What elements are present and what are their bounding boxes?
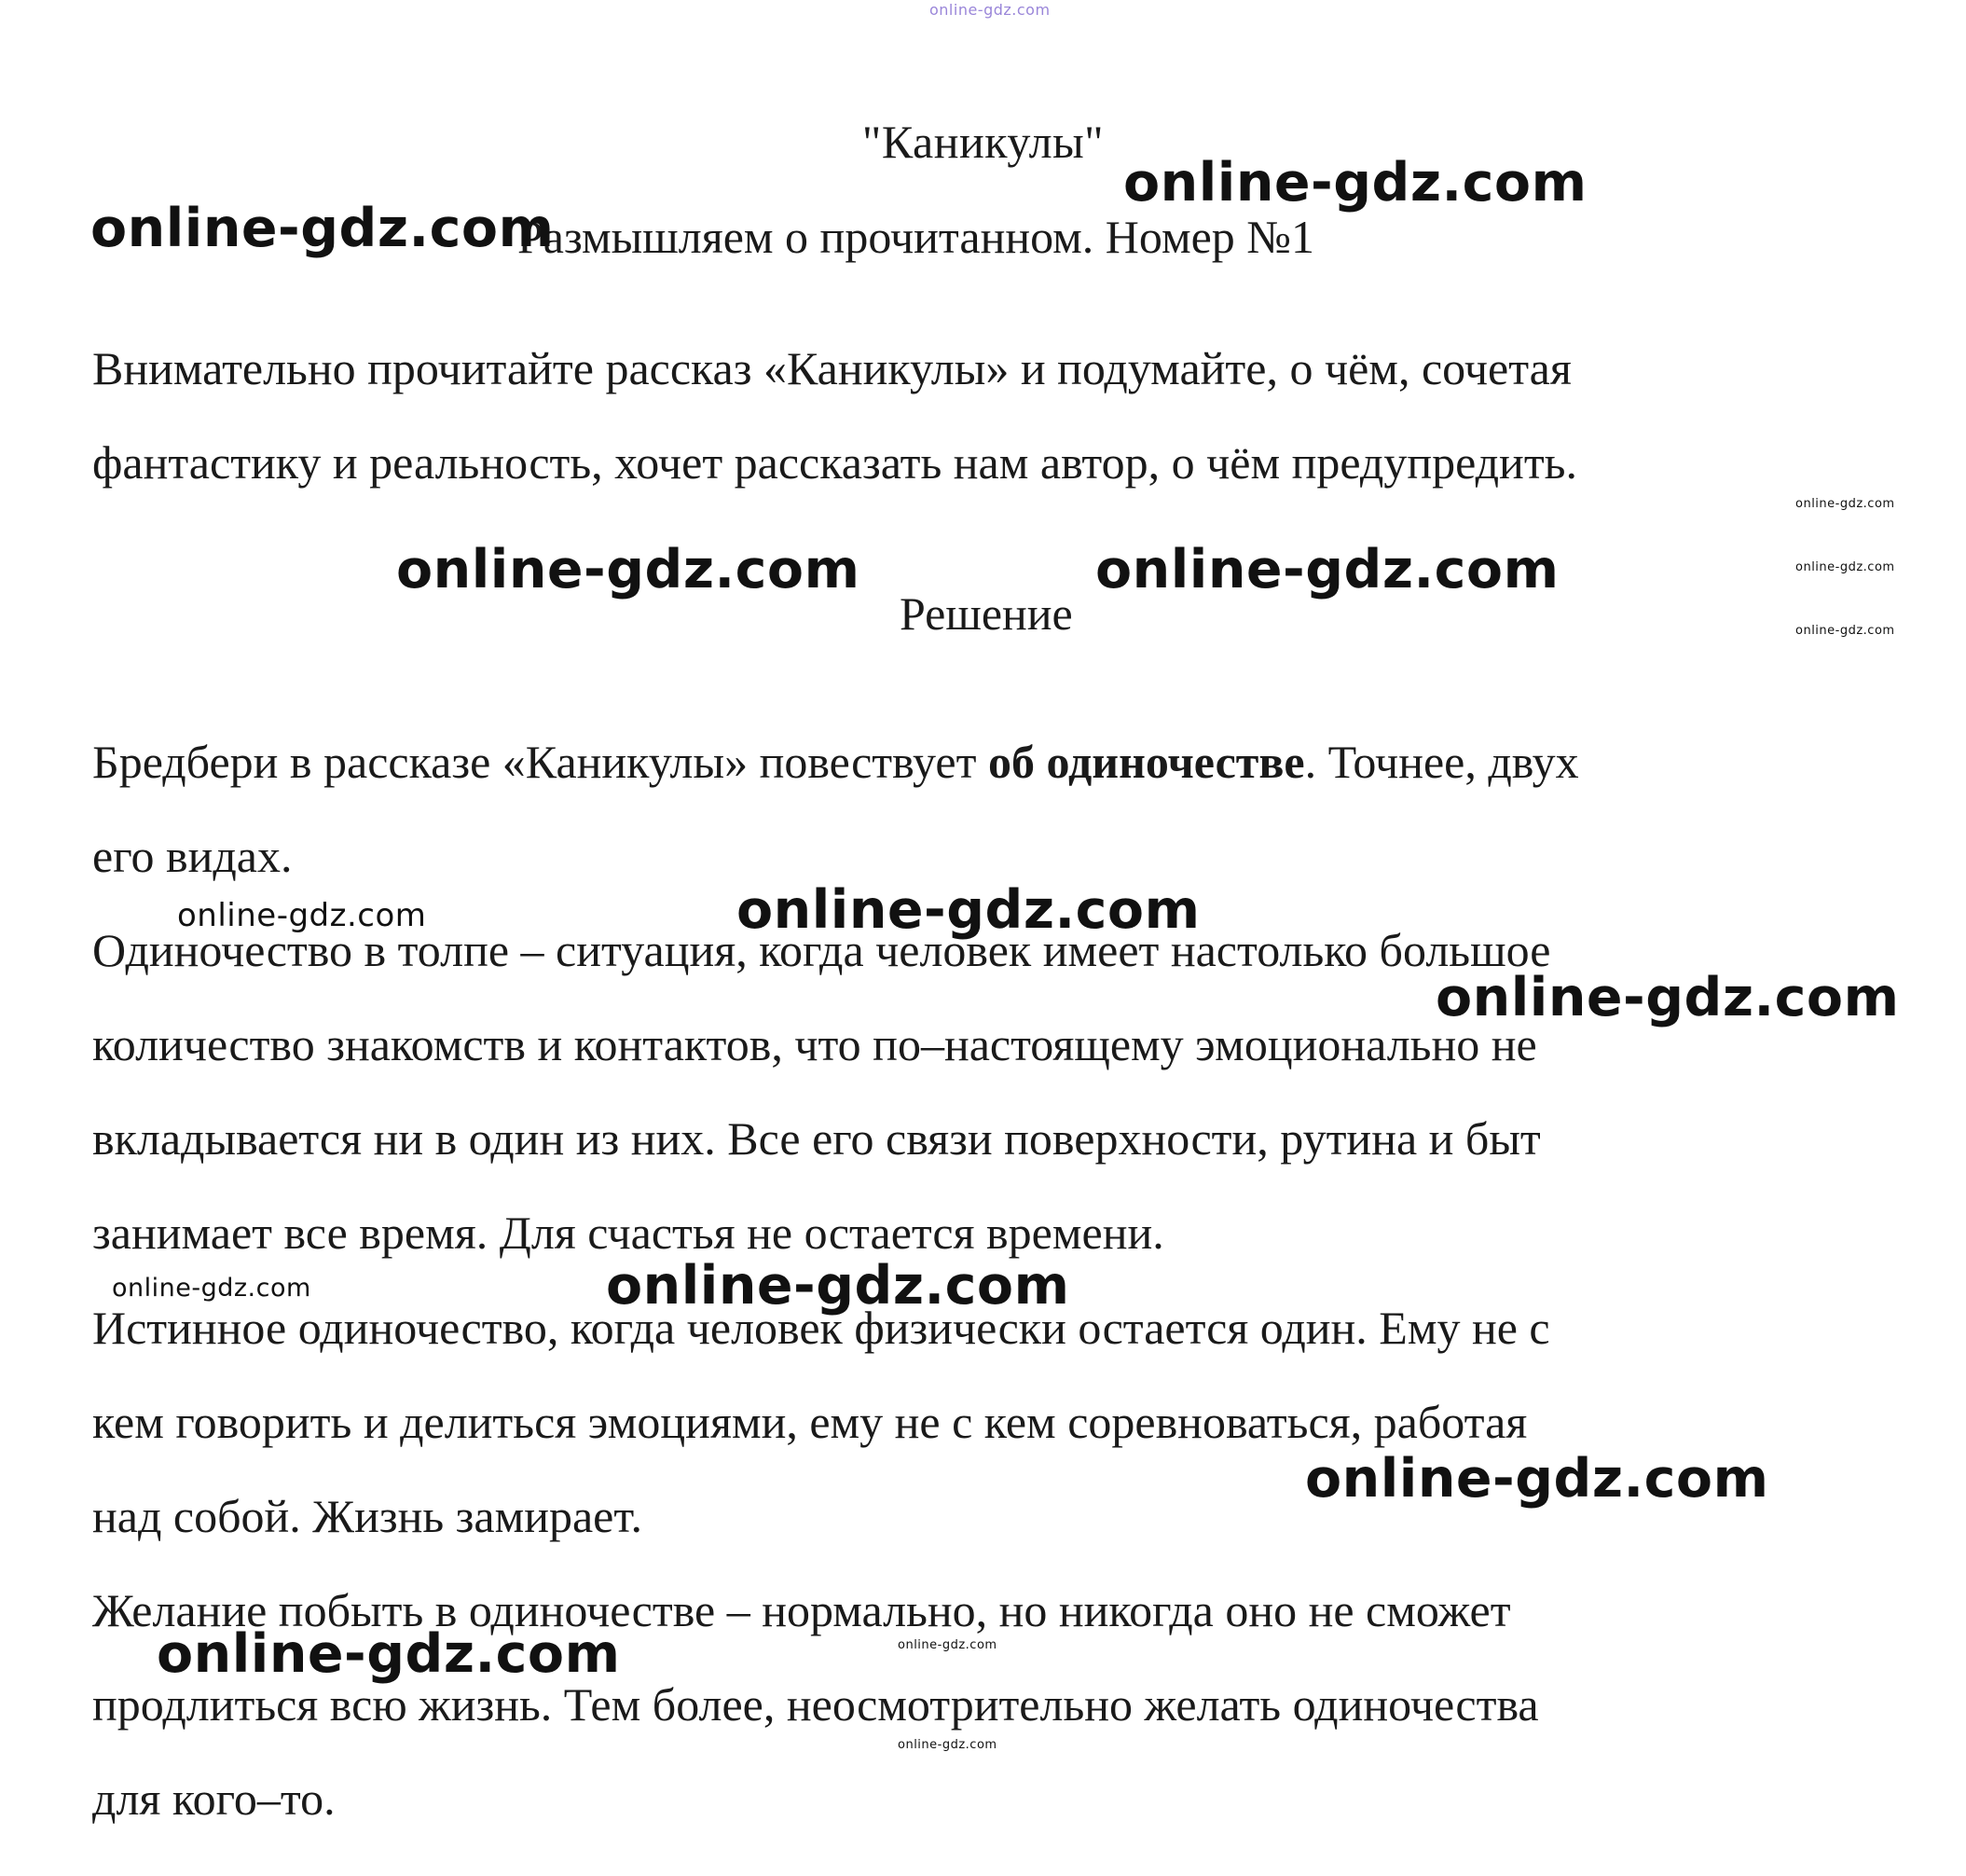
answer-paragraph-1 [92, 715, 1919, 904]
watermark: online-gdz.com [1795, 624, 1895, 638]
watermark: online-gdz.com [1795, 497, 1895, 511]
question-line: Внимательно прочитайте рассказ «Каникулы» и подумайте, о чём, сочетая [92, 342, 1572, 394]
watermark: online-gdz.com [396, 539, 860, 600]
answer-line: для кого–то. [92, 1773, 336, 1825]
watermark: online-gdz.com [157, 1623, 621, 1685]
answer-line: вкладывается ни в один из них. Все его связи поверхности, рутина и быт [92, 1112, 1541, 1165]
answer-emphasis: об одиночестве [987, 736, 1305, 788]
answer-line: количество знакомств и контактов, что по–настоящему эмоционально не [92, 1018, 1537, 1070]
watermark: online-gdz.com [898, 1738, 997, 1752]
answer-line: его видах. [92, 830, 293, 882]
watermark: online-gdz.com [736, 879, 1201, 941]
answer-line: продлиться всю жизнь. Тем более, неосмотрительно желать одиночества [92, 1678, 1539, 1731]
watermark: online-gdz.com [606, 1255, 1070, 1317]
answer-paragraph-4 [92, 1564, 1919, 1846]
watermark: online-gdz.com [1095, 539, 1560, 600]
solution-heading: Решение [900, 587, 1073, 640]
answer-paragraph-2 [92, 904, 1919, 1280]
watermark: online-gdz.com [898, 1638, 997, 1652]
answer-text: . Точнее, двух [1304, 736, 1579, 788]
watermark: online-gdz.com [929, 1, 1051, 19]
answer-line: Одиночество в толпе – ситуация, когда человек имеет настолько большое [92, 924, 1551, 976]
watermark: online-gdz.com [112, 1274, 311, 1303]
answer-line [92, 715, 1919, 809]
watermark: online-gdz.com [177, 897, 427, 934]
question-text [92, 322, 1919, 510]
answer-line: Желание побыть в одиночестве – нормально, но никогда оно не сможет [92, 1584, 1511, 1636]
answer-paragraph-3 [92, 1281, 1919, 1564]
question-line: фантастику и реальность, хочет рассказать нам автор, о чём предупредить. [92, 436, 1577, 489]
watermark: online-gdz.com [1436, 967, 1900, 1028]
watermark: online-gdz.com [1305, 1448, 1769, 1510]
answer-text: Бредбери в рассказе «Каникулы» повествует [92, 736, 988, 788]
watermark: online-gdz.com [90, 198, 555, 259]
page-title: "Каникулы" [861, 116, 1105, 168]
watermark: online-gdz.com [1123, 152, 1588, 214]
answer-line: над собой. Жизнь замирает. [92, 1490, 642, 1542]
answer-line: кем говорить и делиться эмоциями, ему не с кем соревноваться, работая [92, 1396, 1528, 1448]
answer-line: занимает все время. Для счастья не остается времени. [92, 1207, 1164, 1259]
watermark: online-gdz.com [1795, 560, 1895, 574]
answer-line: Истинное одиночество, когда человек физически остается один. Ему не с [92, 1302, 1550, 1354]
page-subtitle: Размышляем о прочитанном. Номер №1 [517, 211, 1314, 263]
